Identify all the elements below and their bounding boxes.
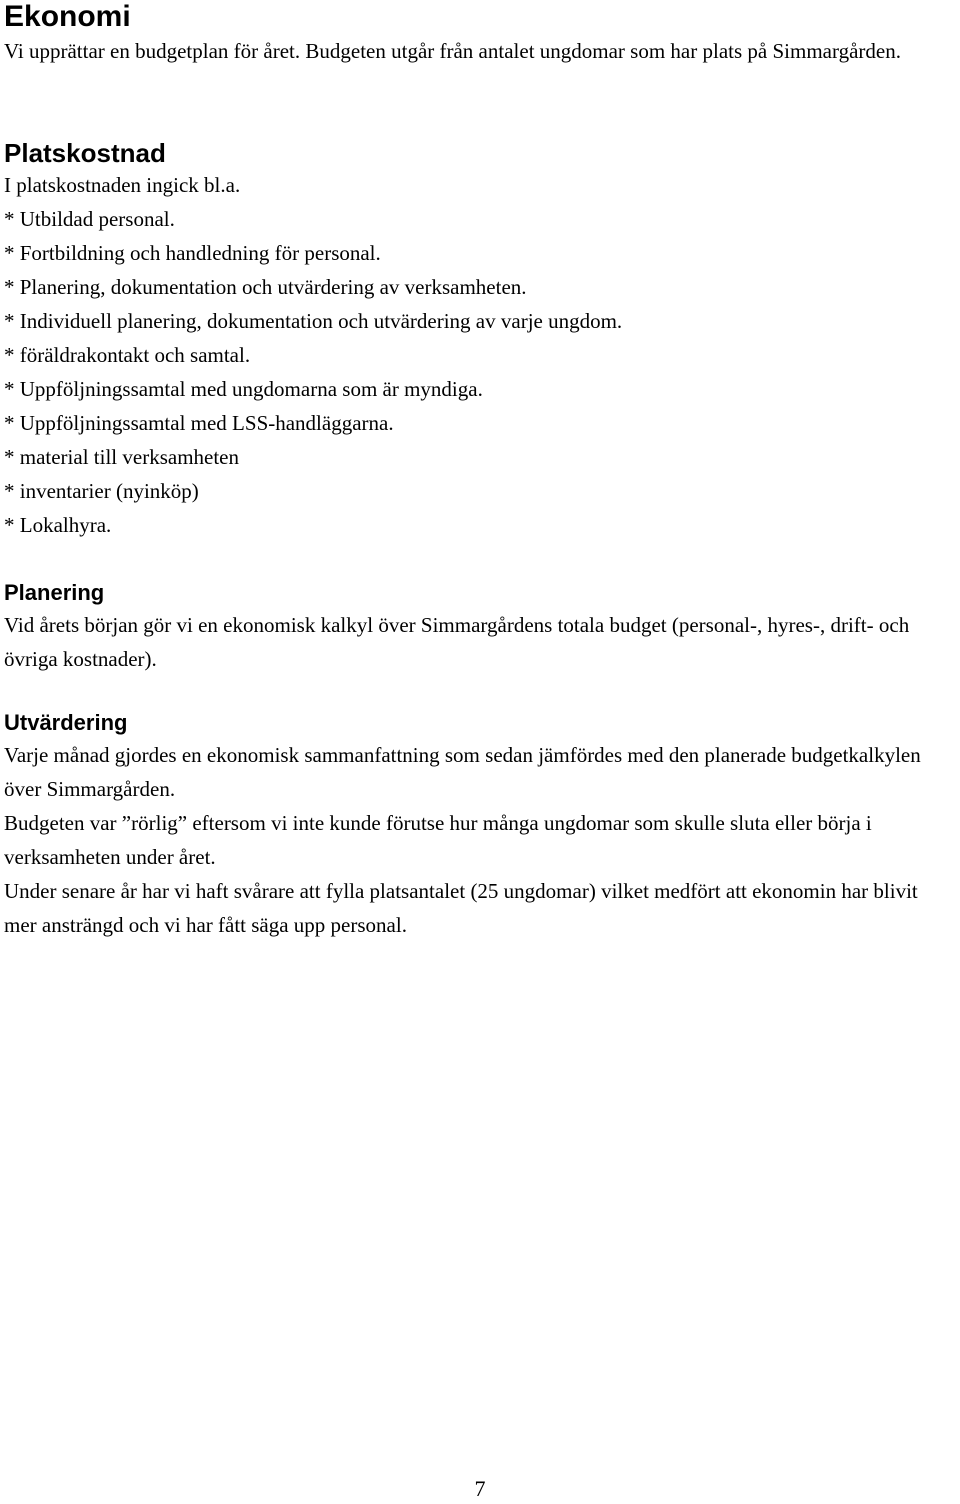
heading-utvardering: Utvärdering bbox=[4, 710, 128, 735]
section-planering bbox=[4, 578, 956, 676]
paragraph-utvardering-2: Budgeten var ”rörlig” eftersom vi inte kunde förutse hur många ungdomar som skulle sluta eller börja i verksamheten under året. bbox=[4, 811, 872, 869]
heading-platskostnad: Platskostnad bbox=[4, 138, 166, 168]
paragraph-platskostnad-intro: I platskostnaden ingick bl.a. bbox=[4, 173, 241, 197]
page-number: 7 bbox=[474, 1476, 486, 1501]
heading-ekonomi: Ekonomi bbox=[4, 0, 131, 33]
section-utvardering bbox=[4, 708, 960, 942]
list-item: * föräldrakontakt och samtal. bbox=[4, 343, 251, 367]
section-ekonomi bbox=[4, 0, 956, 68]
paragraph-utvardering-3: Under senare år har vi haft svårare att fylla platsantalet (25 ungdomar) vilket medfört att ekonomin har blivit mer ansträngd och vi har fått säga upp personal. bbox=[4, 879, 918, 937]
list-item: * material till verksamheten bbox=[4, 445, 239, 469]
paragraph-planering: Vid årets början gör vi en ekonomisk kalkyl över Simmargårdens totala budget (personal-, hyres-, drift- och övriga kostnader). bbox=[4, 613, 910, 671]
list-item: * Fortbildning och handledning för personal. bbox=[4, 241, 381, 265]
list-item: * Uppföljningssamtal med LSS-handläggarna. bbox=[4, 411, 394, 435]
list-item: * Lokalhyra. bbox=[4, 513, 112, 537]
list-item: * Individuell planering, dokumentation och utvärdering av varje ungdom. bbox=[4, 309, 623, 333]
paragraph-utvardering-1: Varje månad gjordes en ekonomisk sammanfattning som sedan jämfördes med den planerade budgetkalkylen över Simmargården. bbox=[4, 743, 921, 801]
list-item: * Planering, dokumentation och utvärdering av verksamheten. bbox=[4, 275, 527, 299]
paragraph-ekonomi: Vi upprättar en budgetplan för året. Budgeten utgår från antalet ungdomar som har plats på Simmargården. bbox=[4, 39, 901, 63]
section-platskostnad bbox=[4, 138, 622, 542]
list-item: * Uppföljningssamtal med ungdomarna som är myndiga. bbox=[4, 377, 483, 401]
heading-planering: Planering bbox=[4, 580, 105, 605]
list-item: * inventarier (nyinköp) bbox=[4, 479, 199, 503]
list-item: * Utbildad personal. bbox=[4, 207, 175, 231]
platskostnad-list bbox=[4, 202, 622, 542]
